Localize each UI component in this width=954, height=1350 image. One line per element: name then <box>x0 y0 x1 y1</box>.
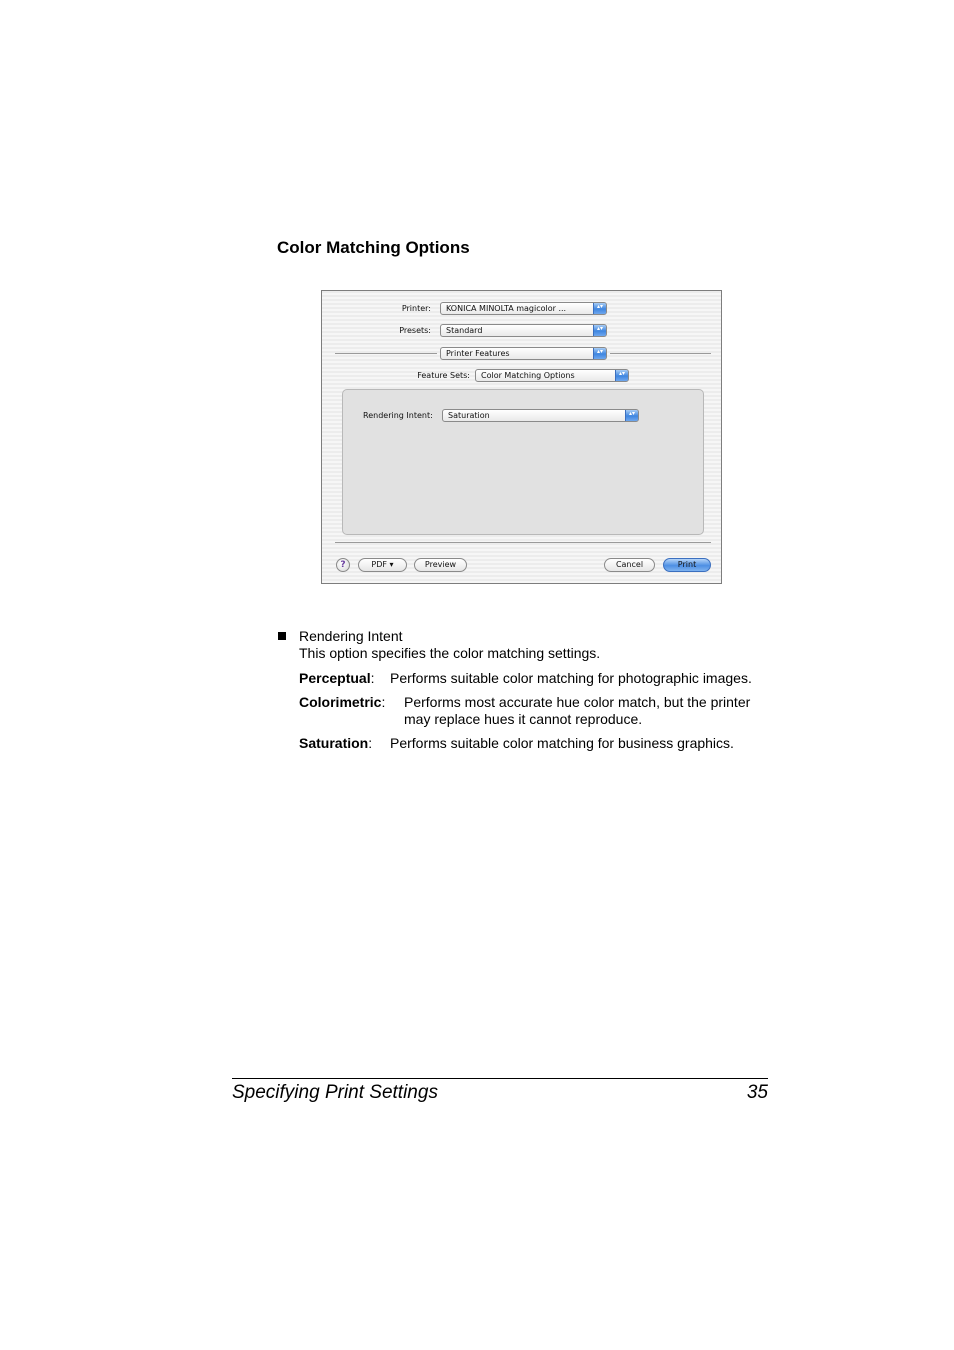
term-separator: : <box>368 735 373 751</box>
panel-popup[interactable] <box>440 347 607 360</box>
option-desc-saturation: Performs suitable color matching for business graphics. <box>390 735 734 751</box>
option-term-saturation <box>299 735 372 752</box>
divider <box>610 353 711 354</box>
printer-popup[interactable] <box>440 302 607 315</box>
popup-arrows-icon: ▴▾ <box>593 324 607 337</box>
help-button[interactable]: ? <box>336 558 350 572</box>
section-heading: Color Matching Options <box>277 238 470 257</box>
option-desc-colorimetric-cont: may replace hues it cannot reproduce. <box>404 711 643 727</box>
feature-sets-label: Feature Sets: <box>417 371 470 380</box>
rendering-intent-label: Rendering Intent: <box>363 411 433 420</box>
divider <box>335 353 437 354</box>
popup-arrows-icon: ▴▾ <box>593 347 607 360</box>
presets-value: Standard <box>446 326 483 335</box>
term: Perceptual <box>299 670 371 686</box>
option-desc-perceptual: Performs suitable color matching for photographic images. <box>390 670 752 686</box>
presets-popup[interactable] <box>440 324 607 337</box>
pdf-button[interactable]: PDF ▾ <box>358 558 407 572</box>
print-dialog-screenshot <box>321 290 722 584</box>
options-group-box <box>342 389 704 535</box>
term-separator: : <box>381 694 386 710</box>
cancel-button[interactable]: Cancel <box>604 558 655 572</box>
footer-rule <box>232 1078 768 1079</box>
printer-value: KONICA MINOLTA magicolor ... <box>446 304 567 313</box>
popup-arrows-icon: ▴▾ <box>593 302 607 315</box>
option-term-perceptual <box>299 670 374 687</box>
term: Saturation <box>299 735 369 751</box>
presets-label: Presets: <box>399 326 431 335</box>
term: Colorimetric <box>299 694 382 710</box>
page-number: 35 <box>746 1082 768 1103</box>
feature-sets-popup[interactable] <box>475 369 629 382</box>
divider <box>335 542 711 543</box>
option-desc-colorimetric: Performs most accurate hue color match, but the printer <box>404 694 751 710</box>
popup-arrows-icon: ▴▾ <box>615 369 629 382</box>
rendering-intent-value: Saturation <box>448 411 490 420</box>
bullet-icon <box>278 632 286 640</box>
term-separator: : <box>370 670 375 686</box>
print-button[interactable]: Print <box>663 558 711 572</box>
option-term-colorimetric <box>299 694 385 711</box>
printer-label: Printer: <box>401 304 431 313</box>
rendering-intent-popup[interactable] <box>442 409 639 422</box>
panel-value: Printer Features <box>446 349 510 358</box>
item-description: This option specifies the color matching settings. <box>299 645 601 661</box>
item-title: Rendering Intent <box>299 628 403 644</box>
preview-button[interactable]: Preview <box>414 558 467 572</box>
popup-arrows-icon: ▴▾ <box>625 409 639 422</box>
footer-title: Specifying Print Settings <box>232 1082 438 1103</box>
feature-sets-value: Color Matching Options <box>481 371 575 380</box>
